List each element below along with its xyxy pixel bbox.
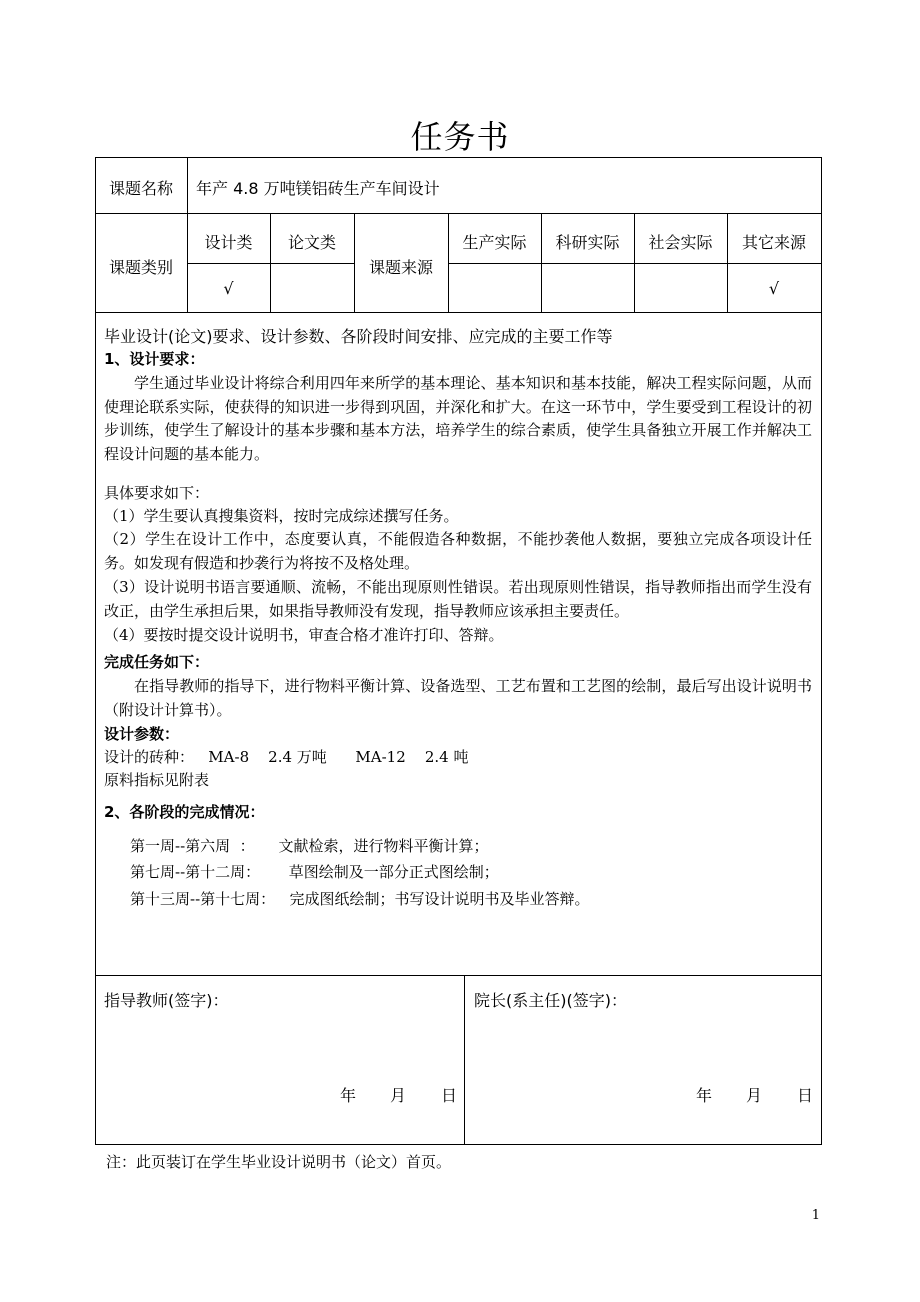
requirement-item-2: （2）学生在设计工作中，态度要认真，不能假造各种数据，不能抄袭他人数据，要独立完成各项设计任务。如发现有假造和抄袭行为将按不及格处理。 [104,530,812,572]
params-note: 原料指标见附表 [104,771,210,789]
advisor-date-month: 月 [390,1086,407,1105]
stage-1: 第一周--第六周 ： 文献检索，进行物料平衡计算； [130,837,489,855]
requirement-item-1: （1）学生要认真搜集资料，按时完成综述撰写任务。 [104,507,459,525]
tasks-paragraph: 在指导教师的指导下，进行物料平衡计算、设备选型、工艺布置和工艺图的绘制，最后写出设计说明书（附设计计算书）。 [104,677,812,719]
category-option-design: 设计类 [204,233,253,252]
source-label: 课题来源 [368,258,433,277]
requirement-item-4: （4）要按时提交设计说明书，审查合格才准许打印、答辩。 [104,626,504,644]
specific-intro: 具体要求如下： [104,484,210,502]
dean-date-month: 月 [746,1086,763,1105]
section1-heading: 1、设计要求： [104,350,205,368]
source-option-research: 科研实际 [555,233,620,252]
category-option-thesis: 论文类 [287,233,336,252]
page-number: 1 [811,1208,820,1223]
section2-heading: 2、各阶段的完成情况： [104,803,265,821]
tasks-heading: 完成任务如下： [104,653,210,671]
topic-name-label: 课题名称 [108,179,173,198]
section1-paragraph: 学生通过毕业设计将综合利用四年来所学的基本理论、基本知识和基本技能，解决工程实际问题，从而使理论联系实际，使获得的知识进一步得到巩固，并深化和扩大。在这一环节中，学生要受到工程设计的初步训练，使学生了解设计的基本步骤和基本方法，培养学生的综合素质，使学生具备独立开展工作并解决工程设计问题的基本能力。 [104,374,812,463]
footer-note: 注：此页装订在学生毕业设计说明书（论文）首页。 [106,1153,452,1171]
source-option-social: 社会实际 [648,233,713,252]
source-check-other: √ [768,279,780,298]
dean-signature-label: 院长(系主任)(签字)： [474,991,627,1010]
document-title: 任务书 [410,118,510,156]
advisor-date-day: 日 [441,1086,458,1105]
category-check-design: √ [223,279,234,298]
advisor-date-year: 年 [340,1086,357,1105]
dean-date-year: 年 [696,1086,713,1105]
stage-2: 第七周--第十二周： 草图绘制及一部分正式图绘制； [130,863,499,881]
source-option-production: 生产实际 [462,233,527,252]
advisor-signature-label: 指导教师(签字)： [104,991,229,1010]
topic-name-value: 年产 4.8 万吨镁铝砖生产车间设计 [196,179,440,198]
requirements-heading: 毕业设计(论文)要求、设计参数、各阶段时间安排、应完成的主要工作等 [104,327,613,346]
requirement-item-3: （3）设计说明书语言要通顺、流畅，不能出现原则性错误。若出现原则性错误，指导教师指出而学生没有改正，由学生承担后果，如果指导教师没有发现，指导教师应该承担主要责任。 [104,578,812,620]
source-option-other: 其它来源 [741,233,806,252]
category-label: 课题类别 [108,258,173,277]
dean-date-day: 日 [797,1086,814,1105]
params-line: 设计的砖种： MA-8 2.4 万吨 MA-12 2.4 吨 [104,748,469,766]
stage-3: 第十三周--第十七周： 完成图纸绘制；书写设计说明书及毕业答辩。 [130,890,590,908]
params-heading: 设计参数： [104,725,180,743]
